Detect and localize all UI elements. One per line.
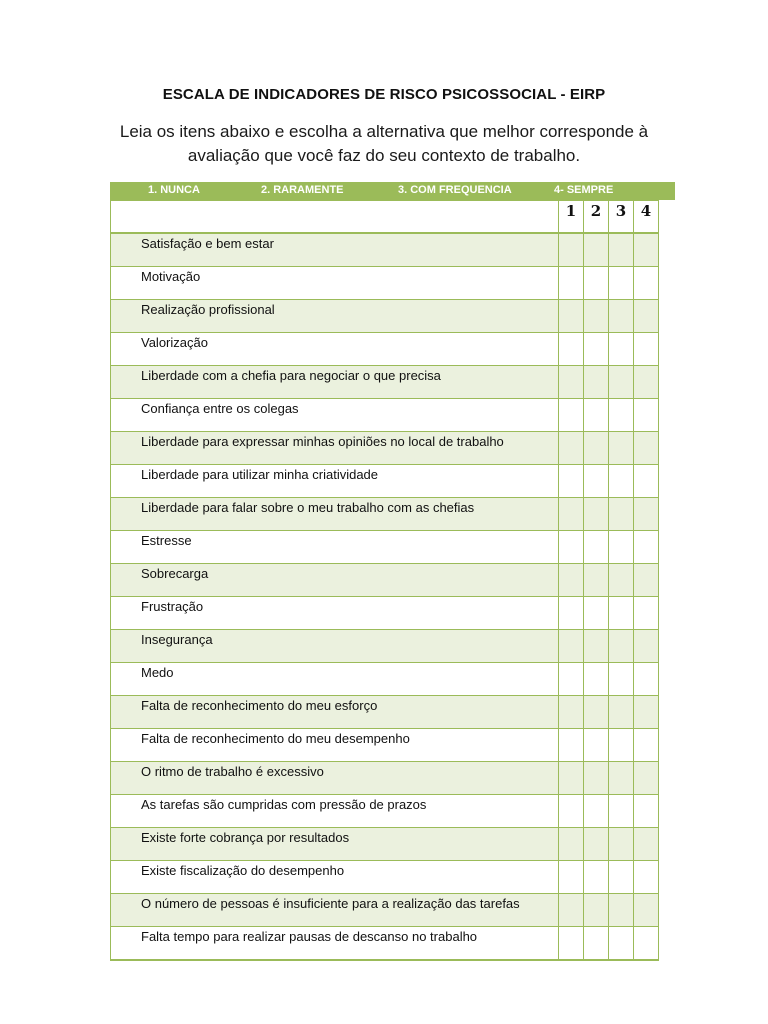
answer-cell-4[interactable] [634, 366, 659, 399]
page-title: ESCALA DE INDICADORES DE RISCO PSICOSSOCIAL - EIRP [162, 86, 606, 103]
item-label: Sobrecarga [111, 564, 559, 597]
answer-cell-2[interactable] [584, 597, 609, 630]
answer-cell-1[interactable] [559, 894, 584, 927]
answer-cell-4[interactable] [634, 729, 659, 762]
answer-cell-3[interactable] [609, 861, 634, 894]
answer-cell-3[interactable] [609, 432, 634, 465]
item-label: Falta de reconhecimento do meu esforço [111, 696, 559, 729]
table-row [111, 267, 659, 300]
column-header-4: 4 [634, 201, 659, 234]
answer-cell-2[interactable] [584, 267, 609, 300]
answer-cell-3[interactable] [609, 333, 634, 366]
table-row [111, 366, 659, 399]
answer-cell-2[interactable] [584, 498, 609, 531]
item-label: Liberdade para falar sobre o meu trabalho com as chefias [111, 498, 559, 531]
scale-option-2: 2. RARAMENTE [261, 184, 344, 196]
answer-cell-1[interactable] [559, 432, 584, 465]
answer-cell-3[interactable] [609, 630, 634, 663]
answer-cell-3[interactable] [609, 366, 634, 399]
table-row [111, 233, 659, 267]
item-label: O número de pessoas é insuficiente para a realização das tarefas [111, 894, 559, 927]
answer-cell-4[interactable] [634, 432, 659, 465]
answer-cell-2[interactable] [584, 663, 609, 696]
answer-cell-4[interactable] [634, 498, 659, 531]
answer-cell-4[interactable] [634, 267, 659, 300]
answer-cell-3[interactable] [609, 894, 634, 927]
table-row [111, 663, 659, 696]
answer-cell-3[interactable] [609, 696, 634, 729]
answer-cell-3[interactable] [609, 233, 634, 267]
table-row [111, 894, 659, 927]
column-header-3: 3 [609, 201, 634, 234]
answer-cell-1[interactable] [559, 927, 584, 961]
answer-cell-4[interactable] [634, 861, 659, 894]
table-row [111, 531, 659, 564]
answer-cell-1[interactable] [559, 762, 584, 795]
answer-cell-2[interactable] [584, 861, 609, 894]
table-row [111, 465, 659, 498]
table-row [111, 762, 659, 795]
answer-cell-4[interactable] [634, 300, 659, 333]
table-row [111, 927, 659, 961]
table-row [111, 630, 659, 663]
answer-cell-2[interactable] [584, 927, 609, 961]
scale-option-3: 3. COM FREQUENCIA [398, 184, 512, 196]
answer-cell-4[interactable] [634, 696, 659, 729]
table-row [111, 564, 659, 597]
answer-cell-2[interactable] [584, 564, 609, 597]
answer-cell-1[interactable] [559, 267, 584, 300]
answer-cell-3[interactable] [609, 828, 634, 861]
answer-cell-1[interactable] [559, 696, 584, 729]
answer-cell-4[interactable] [634, 828, 659, 861]
header-row [111, 201, 659, 234]
item-label: Realização profissional [111, 300, 559, 333]
answer-cell-2[interactable] [584, 795, 609, 828]
answer-cell-2[interactable] [584, 531, 609, 564]
scale-legend-bar [110, 182, 675, 200]
answer-cell-1[interactable] [559, 663, 584, 696]
answer-cell-3[interactable] [609, 927, 634, 961]
table-row [111, 696, 659, 729]
answer-cell-1[interactable] [559, 729, 584, 762]
table-row [111, 729, 659, 762]
table-row [111, 432, 659, 465]
answer-cell-2[interactable] [584, 828, 609, 861]
item-label: Valorização [111, 333, 559, 366]
answer-cell-1[interactable] [559, 531, 584, 564]
answer-cell-4[interactable] [634, 762, 659, 795]
answer-cell-3[interactable] [609, 399, 634, 432]
scale-option-4: 4- SEMPRE [554, 184, 614, 196]
answer-cell-2[interactable] [584, 233, 609, 267]
answer-cell-2[interactable] [584, 333, 609, 366]
item-label: As tarefas são cumpridas com pressão de prazos [111, 795, 559, 828]
item-label: Confiança entre os colegas [111, 399, 559, 432]
answer-cell-2[interactable] [584, 630, 609, 663]
answer-cell-1[interactable] [559, 795, 584, 828]
answer-cell-2[interactable] [584, 366, 609, 399]
answer-cell-2[interactable] [584, 465, 609, 498]
answer-cell-3[interactable] [609, 663, 634, 696]
answer-cell-1[interactable] [559, 828, 584, 861]
item-label: Satisfação e bem estar [111, 233, 559, 267]
questionnaire-table [110, 200, 659, 961]
answer-cell-1[interactable] [559, 564, 584, 597]
answer-cell-1[interactable] [559, 366, 584, 399]
answer-cell-3[interactable] [609, 762, 634, 795]
column-header-1: 1 [559, 201, 584, 234]
answer-cell-3[interactable] [609, 597, 634, 630]
item-label: Insegurança [111, 630, 559, 663]
answer-cell-4[interactable] [634, 927, 659, 961]
answer-cell-3[interactable] [609, 729, 634, 762]
answer-cell-1[interactable] [559, 300, 584, 333]
answer-cell-2[interactable] [584, 729, 609, 762]
item-label: Existe fiscalização do desempenho [111, 861, 559, 894]
answer-cell-1[interactable] [559, 861, 584, 894]
item-label: Liberdade para utilizar minha criatividade [111, 465, 559, 498]
answer-cell-2[interactable] [584, 696, 609, 729]
answer-cell-1[interactable] [559, 597, 584, 630]
answer-cell-4[interactable] [634, 795, 659, 828]
answer-cell-4[interactable] [634, 531, 659, 564]
table-row [111, 828, 659, 861]
item-label: Existe forte cobrança por resultados [111, 828, 559, 861]
scale-option-1: 1. NUNCA [148, 184, 200, 196]
item-label: Liberdade com a chefia para negociar o que precisa [111, 366, 559, 399]
item-label: Medo [111, 663, 559, 696]
answer-cell-3[interactable] [609, 498, 634, 531]
item-label: Falta tempo para realizar pausas de descanso no trabalho [111, 927, 559, 961]
instructions-text: Leia os itens abaixo e escolha a alternativa que melhor corresponde à avaliação que você faz do seu contexto de trabalho. [119, 122, 649, 165]
answer-cell-2[interactable] [584, 762, 609, 795]
item-label: Frustração [111, 597, 559, 630]
answer-cell-2[interactable] [584, 432, 609, 465]
answer-cell-4[interactable] [634, 465, 659, 498]
item-label: Liberdade para expressar minhas opiniões no local de trabalho [111, 432, 559, 465]
answer-cell-3[interactable] [609, 564, 634, 597]
answer-cell-4[interactable] [634, 597, 659, 630]
table-row [111, 333, 659, 366]
table-row [111, 300, 659, 333]
answer-cell-1[interactable] [559, 630, 584, 663]
answer-cell-1[interactable] [559, 399, 584, 432]
item-label: Motivação [111, 267, 559, 300]
answer-cell-4[interactable] [634, 630, 659, 663]
answer-cell-1[interactable] [559, 498, 584, 531]
table-row [111, 597, 659, 630]
table-row [111, 498, 659, 531]
answer-cell-3[interactable] [609, 267, 634, 300]
answer-cell-3[interactable] [609, 300, 634, 333]
table-row [111, 795, 659, 828]
table-row [111, 399, 659, 432]
answer-cell-4[interactable] [634, 333, 659, 366]
answer-cell-2[interactable] [584, 399, 609, 432]
answer-cell-4[interactable] [634, 894, 659, 927]
answer-cell-4[interactable] [634, 399, 659, 432]
answer-cell-2[interactable] [584, 300, 609, 333]
table-row [111, 861, 659, 894]
answer-cell-1[interactable] [559, 465, 584, 498]
item-label: Falta de reconhecimento do meu desempenho [111, 729, 559, 762]
answer-cell-4[interactable] [634, 564, 659, 597]
answer-cell-3[interactable] [609, 795, 634, 828]
item-label: Estresse [111, 531, 559, 564]
answer-cell-1[interactable] [559, 333, 584, 366]
header-blank-cell [111, 201, 559, 234]
answer-cell-4[interactable] [634, 233, 659, 267]
column-header-2: 2 [584, 201, 609, 234]
item-label: O ritmo de trabalho é excessivo [111, 762, 559, 795]
answer-cell-3[interactable] [609, 465, 634, 498]
answer-cell-3[interactable] [609, 531, 634, 564]
answer-cell-1[interactable] [559, 233, 584, 267]
answer-cell-2[interactable] [584, 894, 609, 927]
answer-cell-4[interactable] [634, 663, 659, 696]
